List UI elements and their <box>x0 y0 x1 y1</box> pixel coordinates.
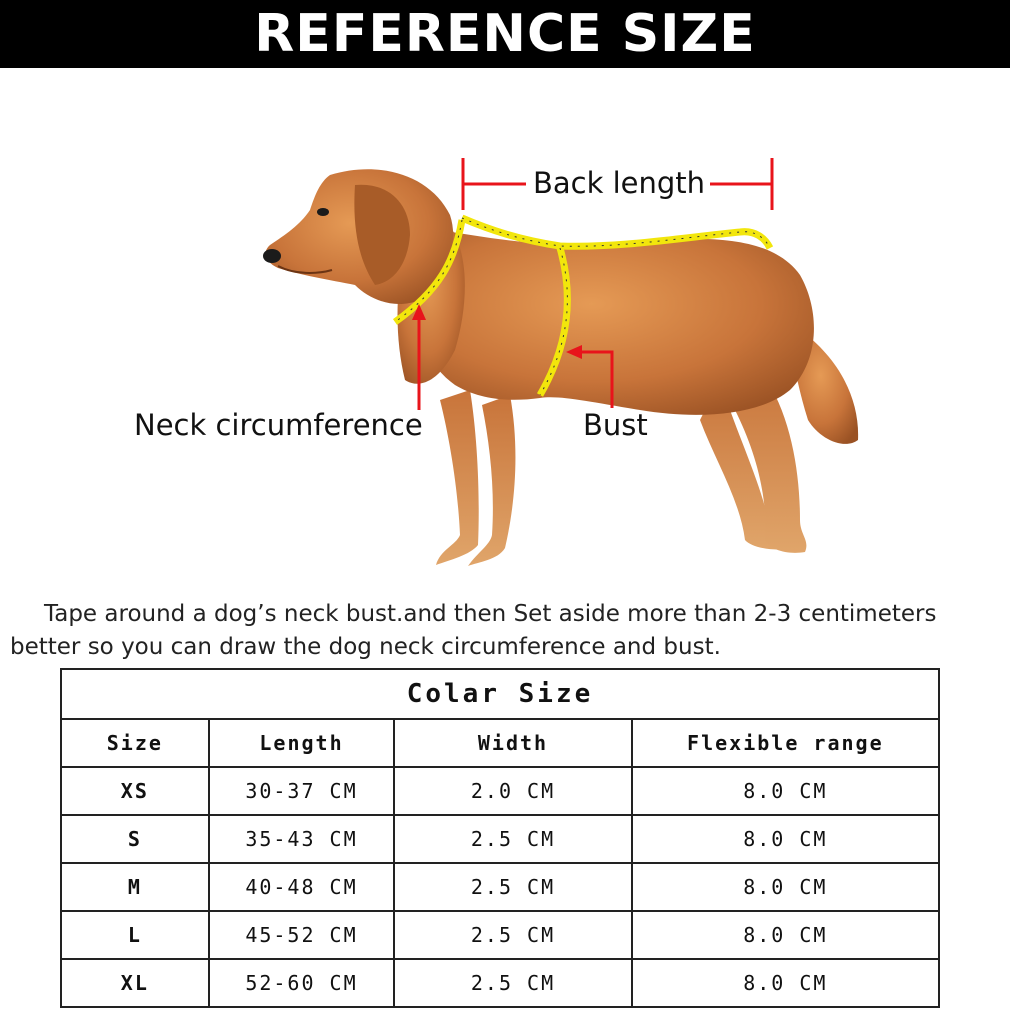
bust-label: Bust <box>583 408 648 442</box>
header-flexible-range: Flexible range <box>632 719 939 767</box>
width-cell: 2.5 CM <box>394 815 631 863</box>
table-row <box>61 959 939 1007</box>
length-cell: 40-48 CM <box>209 863 395 911</box>
dog-silhouette <box>263 169 858 566</box>
table-row <box>61 911 939 959</box>
header-size: Size <box>61 719 209 767</box>
table-title: Colar Size <box>61 669 939 719</box>
length-cell: 30-37 CM <box>209 767 395 815</box>
flexible-range-cell: 8.0 CM <box>632 767 939 815</box>
instructions-line-2: better so you can draw the dog neck circumference and bust. <box>10 634 721 660</box>
flexible-range-cell: 8.0 CM <box>632 815 939 863</box>
table-row <box>61 863 939 911</box>
table-row <box>61 815 939 863</box>
size-cell: S <box>61 815 209 863</box>
size-cell: XS <box>61 767 209 815</box>
dog-measurement-diagram <box>0 68 1010 588</box>
header-width: Width <box>394 719 631 767</box>
width-cell: 2.5 CM <box>394 863 631 911</box>
header-length: Length <box>209 719 395 767</box>
size-cell: XL <box>61 959 209 1007</box>
collar-size-table <box>60 668 940 1008</box>
width-cell: 2.5 CM <box>394 911 631 959</box>
flexible-range-cell: 8.0 CM <box>632 863 939 911</box>
back-length-label: Back length <box>533 166 706 200</box>
instructions-line-1: Tape around a dog’s neck bust.and then Set aside more than 2-3 centimeters <box>44 601 937 627</box>
width-cell: 2.0 CM <box>394 767 631 815</box>
reference-size-banner <box>0 0 1010 68</box>
length-cell: 52-60 CM <box>209 959 395 1007</box>
banner-title: REFERENCE SIZE <box>254 4 756 64</box>
measuring-instructions <box>10 598 1000 664</box>
flexible-range-cell: 8.0 CM <box>632 959 939 1007</box>
dog-illustration <box>0 68 1010 588</box>
table-header-row <box>61 719 939 767</box>
length-cell: 45-52 CM <box>209 911 395 959</box>
size-cell: L <box>61 911 209 959</box>
width-cell: 2.5 CM <box>394 959 631 1007</box>
flexible-range-cell: 8.0 CM <box>632 911 939 959</box>
table-row <box>61 767 939 815</box>
size-cell: M <box>61 863 209 911</box>
length-cell: 35-43 CM <box>209 815 395 863</box>
neck-circumference-label: Neck circumference <box>134 408 423 442</box>
